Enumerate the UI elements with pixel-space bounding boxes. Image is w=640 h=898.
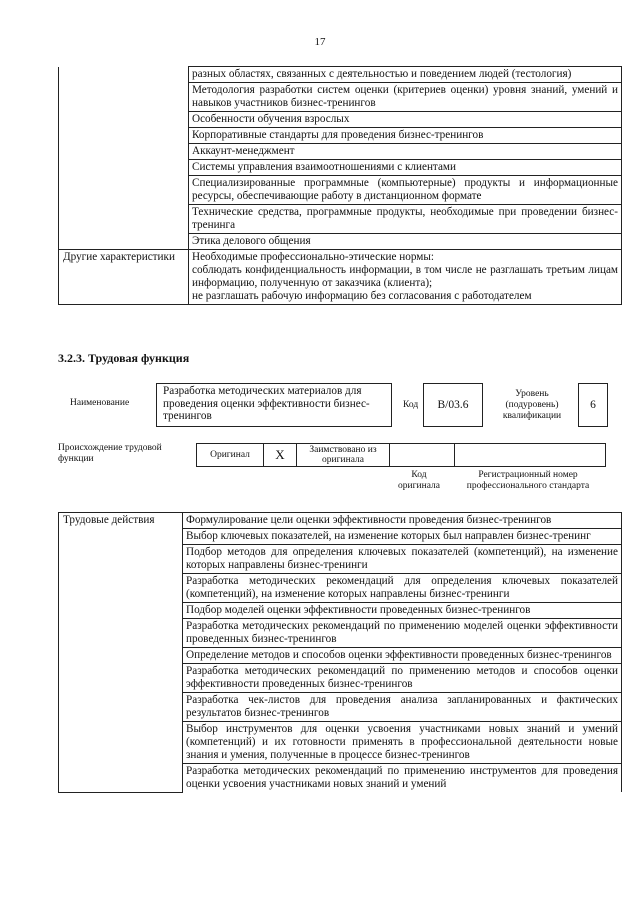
code-label: Код <box>403 400 419 410</box>
knowledge-continuation-table <box>58 66 622 305</box>
table-row: Системы управления взаимоотношениями с клиентами <box>189 160 622 176</box>
table-row: Подбор методов для определения ключевых показателей (компетенций), на изменение которых направлены бизнес-тренинги <box>183 545 622 574</box>
labor-actions-table <box>58 512 622 793</box>
table-row: Этика делового общения <box>189 234 622 250</box>
caption-registration-number: Регистрационный номер профессионального стандарта <box>466 470 590 491</box>
other-characteristics-text <box>189 250 622 305</box>
original-mark: X <box>264 444 297 467</box>
other-line: не разглашать рабочую информацию без согласования с работодателем <box>192 290 532 302</box>
origin-table <box>196 443 606 467</box>
table-row: Выбор ключевых показателей, на изменение которых был направлен бизнес-тренинг <box>183 529 622 545</box>
caption-original-code: Код оригинала <box>398 470 440 491</box>
name-label: Наименование <box>70 398 130 408</box>
table-row: Подбор моделей оценки эффективности проведенных бизнес-тренингов <box>183 603 622 619</box>
page-number: 17 <box>314 36 326 48</box>
table-row: Технические средства, программные продукты, необходимые при проведении бизнес-тренинга <box>189 205 622 234</box>
empty-left-cell <box>59 67 189 250</box>
table-row: Разработка чек-листов для проведения анализа запланированных и фактических результатов бизнес-тренингов <box>183 693 622 722</box>
table-row: Разработка методических рекомендаций для определения ключевых показателей (компетенций), на изменение которых направлены бизнес-тренинги <box>183 574 622 603</box>
labor-actions-label: Трудовые действия <box>59 513 183 793</box>
level-box: 6 <box>578 383 608 427</box>
borrowed-label: Заимствовано из оригинала <box>297 444 390 467</box>
original-label: Оригинал <box>197 444 264 467</box>
table-row: Определение методов и способов оценки эффективности проведенных бизнес-тренингов <box>183 648 622 664</box>
table-row: Разработка методических рекомендаций по применению моделей оценки эффективности проведенных бизнес-тренингов <box>183 619 622 648</box>
table-row: Специализированные программные (компьютерные) продукты и информационные ресурсы, обеспечивающие работу в дистанционном формате <box>189 176 622 205</box>
table-row: Выбор инструментов для оценки усвоения участниками новых знаний и умений (компетенций) и их готовности применять в профессиональной деятельности новые знания и умения, полученные в процессе бизнес-тренингов <box>183 722 622 764</box>
other-line: соблюдать конфиденциальность информации, в том числе не разглашать третьим лицам информацию, полученную от заказчика (клиента); <box>192 264 618 289</box>
table-row: Корпоративные стандарты для проведения бизнес-тренингов <box>189 128 622 144</box>
table-row: Аккаунт-менеджмент <box>189 144 622 160</box>
original-code-cell <box>390 444 455 467</box>
origin-label: Происхождение трудовой функции <box>58 443 162 464</box>
registration-number-cell <box>455 444 606 467</box>
table-row: Разработка методических рекомендаций по применению методов и способов оценки эффективности проведенных бизнес-тренингов <box>183 664 622 693</box>
section-heading: 3.2.3. Трудовая функция <box>58 351 190 365</box>
table-row: Методология разработки систем оценки (критериев оценки) уровня знаний, умений и навыков участников бизнес-тренингов <box>189 83 622 112</box>
other-line: Необходимые профессионально-этические нормы: <box>192 251 435 263</box>
function-name-box: Разработка методических материалов для проведения оценки эффективности бизнес-тренингов <box>156 383 392 427</box>
other-characteristics-label: Другие характеристики <box>59 250 189 305</box>
table-row: Особенности обучения взрослых <box>189 112 622 128</box>
level-label: Уровень (подуровень) квалификации <box>502 389 562 421</box>
table-row: разных областях, связанных с деятельностью и поведением людей (тестология) <box>189 67 622 83</box>
table-row: Разработка методических рекомендаций по применению инструментов для проведения оценки усвоения участниками новых знаний и умений <box>183 764 622 793</box>
table-row: Формулирование цели оценки эффективности проведения бизнес-тренингов <box>183 513 622 529</box>
code-box: B/03.6 <box>423 383 483 427</box>
